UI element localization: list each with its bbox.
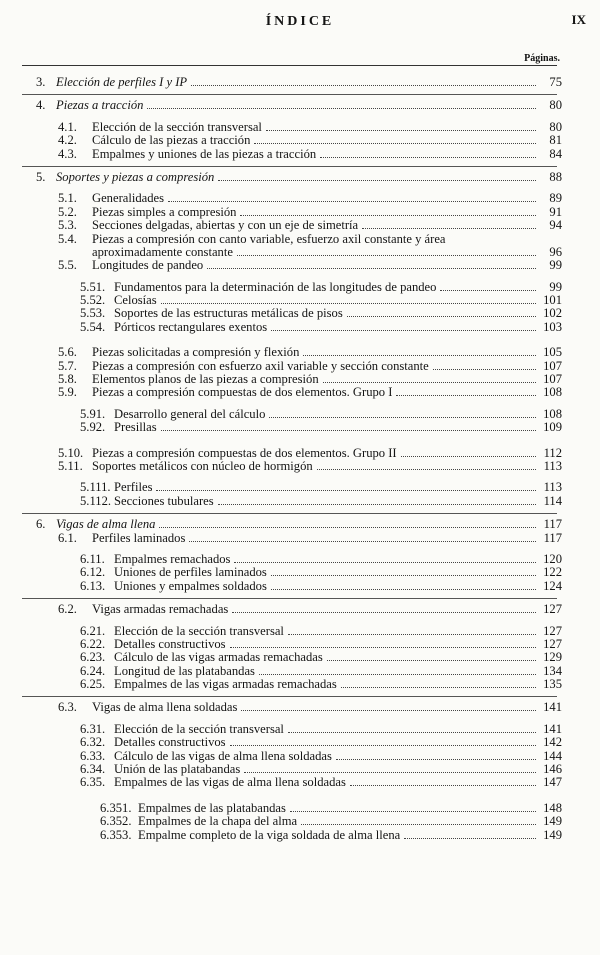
dot-leader [290,811,536,812]
toc-entry-title: Detalles constructivos [114,637,226,651]
dot-leader [156,490,536,491]
toc-entry-title: Uniones y empalmes soldados [114,579,267,593]
toc-entry[interactable] [0,121,600,134]
toc-entry-number: 5.112. [80,493,112,508]
toc-entry-title: Empalmes remachados [114,552,231,566]
toc-entry-title: Elección de la sección transversal [114,722,284,736]
toc-entry[interactable] [0,460,600,473]
toc-entry-page: 129 [543,650,562,665]
toc-entry-title: Empalmes de las vigas armadas remachadas [114,678,337,692]
toc-entry-title: Soportes de las estructuras metálicas de pisos [114,307,343,321]
spacer [0,113,600,121]
toc-entry[interactable] [0,580,600,593]
toc-entry[interactable] [0,421,600,434]
dot-leader [271,589,536,590]
toc-entry-number: 4.2. [58,133,77,148]
toc-entry-number: 5.6. [58,345,77,360]
toc-entry-number: 5.4. [58,231,77,246]
dot-leader [266,130,536,131]
toc-entry-number: 5.2. [58,204,77,219]
toc-entry-title: Vigas armadas remachadas [92,603,229,617]
toc-entry[interactable] [0,192,600,205]
toc-entry-title: Perfiles [114,481,153,495]
dot-leader [433,369,536,370]
toc-entry-number: 6.2. [58,602,77,617]
toc-entry-title: Celosías [114,294,157,308]
toc-entry[interactable] [0,307,600,320]
toc-entry[interactable] [0,518,600,531]
toc-entry[interactable] [0,233,600,246]
toc-entry[interactable] [0,281,600,294]
toc-entry-page: 99 [549,258,562,273]
toc-entry-title: Fundamentos para la determinación de las longitudes de pandeo [114,280,437,294]
dot-leader [161,303,536,304]
toc-entry-title: Cálculo de las piezas a tracción [92,134,251,148]
dot-leader [254,143,536,144]
toc-entry-number: 5.54. [80,319,106,334]
toc-entry-page: 127 [543,623,562,638]
dot-leader [218,504,536,505]
dot-leader [362,228,536,229]
toc-entry[interactable] [0,321,600,334]
toc-entry-page: 75 [549,75,562,89]
toc-entry-page: 117 [543,517,562,532]
dot-leader [240,215,536,216]
toc-entry[interactable] [0,701,600,714]
toc-entry-number: 6.1. [58,530,77,545]
dot-leader [147,108,536,109]
toc-entry-title: Detalles constructivos [114,736,226,750]
toc-entry-number: 4. [36,98,46,113]
toc-entry-page: 88 [549,169,562,184]
toc-entry-page: 81 [549,133,562,148]
toc-entry-title: Elementos planos de las piezas a compresión [92,373,319,387]
dot-leader [234,562,536,563]
toc-entry-page: 101 [543,293,562,308]
toc-entry-title: aproximadamente constante [92,245,233,259]
toc-entry[interactable] [0,532,600,545]
toc-entry[interactable] [0,219,600,232]
toc-entry[interactable] [0,360,600,373]
toc-entry[interactable] [0,408,600,421]
toc-entry-title: Piezas a compresión con canto variable, esfuerzo axil constante y área [92,232,446,246]
toc-entry-number: 6.11. [80,551,105,566]
toc-entry[interactable] [0,553,600,566]
toc-entry-page: 107 [543,372,562,387]
toc-entry-number: 5.5. [58,258,77,273]
toc-entry-title: Elección de perfiles I y IP [56,76,188,89]
toc-entry-number: 5.1. [58,191,77,206]
dot-leader [336,759,536,760]
toc-entry-number: 6.22. [80,636,106,651]
toc-entry-number: 3. [36,75,46,89]
toc-entry-title: Unión de las platabandas [114,763,241,777]
toc-entry-title: Vigas de alma llena soldadas [92,701,238,715]
toc-entry[interactable] [0,815,600,828]
toc-entry-title: Longitudes de pandeo [92,259,204,273]
toc-entry-page: 134 [543,663,562,678]
toc-entry-number: 6.25. [80,677,106,692]
toc-entry-title: Piezas a compresión compuestas de dos elementos. Grupo I [92,386,393,400]
toc-entry-title: Perfiles laminados [92,531,186,545]
toc-entry-number: 4.3. [58,146,77,161]
toc-entry-number: 6.34. [80,762,106,777]
toc-entry-number: 5.7. [58,358,77,373]
toc-entry-page: 114 [543,493,562,508]
toc-entry-page: 80 [549,98,562,113]
section-divider [0,593,600,603]
toc-entry[interactable] [0,447,600,460]
dot-leader [347,316,536,317]
toc-entry-page: 108 [543,385,562,400]
toc-entry-title: Piezas a compresión con esfuerzo axil variable y sección constante [92,359,429,373]
toc-entry-number: 5.8. [58,372,77,387]
toc-entry-title: Piezas simples a compresión [92,205,237,219]
toc-entry-title: Vigas de alma llena [56,518,156,532]
toc-entry-page: 120 [543,551,562,566]
toc-entry-page: 99 [549,279,562,294]
section-divider [0,89,600,99]
toc-entry-number: 5.11. [58,458,83,473]
toc-entry-title: Secciones delgadas, abiertas y con un eje de simetría [92,219,359,233]
dot-leader [301,824,536,825]
toc-entry-title: Uniones de perfiles laminados [114,566,267,580]
toc-entry[interactable] [0,750,600,763]
dot-leader [168,201,536,202]
toc-entry-page: 127 [543,602,562,617]
dot-leader [159,527,536,528]
toc-entry-number: 5.3. [58,218,77,233]
toc-entry-number: 5.53. [80,306,106,321]
toc-entry-page: 147 [543,775,562,790]
dot-leader [241,710,536,711]
toc-entry-page: 144 [543,748,562,763]
toc-entry[interactable] [0,651,600,664]
dot-leader [230,745,536,746]
toc-entry-number: 6. [36,517,46,532]
toc-entry-title: Piezas a tracción [56,99,144,113]
toc-entry-page: 105 [543,345,562,360]
dot-leader [191,85,536,86]
toc-entry-title: Soportes y piezas a compresión [56,170,215,184]
toc-entry-number: 5.51. [80,279,106,294]
toc-entry-page: 80 [549,119,562,134]
dot-leader [230,647,536,648]
dot-leader [207,268,536,269]
toc-entry-title: Empalmes y uniones de las piezas a tracción [92,147,317,161]
toc-entry[interactable] [0,678,600,691]
page-title: ÍNDICE [265,14,335,29]
toc-entry-title: Empalme completo de la viga soldada de alma llena [138,828,401,842]
dot-leader [288,732,536,733]
spacer [0,790,600,802]
toc-entry-number: 6.12. [80,565,106,580]
dot-leader [269,417,536,418]
toc-entry[interactable] [0,206,600,219]
dot-leader [288,634,536,635]
dot-leader [341,687,536,688]
dot-leader [323,382,536,383]
toc-entry-number: 5.91. [80,406,106,421]
toc-entry-title: Empalmes de la chapa del alma [138,815,298,829]
toc-entry[interactable] [0,76,600,89]
toc-entry-title: Soportes metálicos con núcleo de hormigón [92,459,313,473]
toc-entry-number: 6.352. [100,814,132,829]
toc-entry-title: Secciones tubulares [114,494,214,508]
toc-entry[interactable] [0,134,600,147]
toc-entry-page: 117 [543,530,562,545]
toc-entry-page: 141 [543,721,562,736]
toc-list [0,76,600,842]
toc-entry[interactable] [0,148,600,161]
toc-entry-page: 149 [543,827,562,842]
dot-leader [271,330,536,331]
toc-entry-title: Cálculo de las vigas armadas remachadas [114,651,323,665]
toc-entry-number: 5.111. [80,480,111,495]
toc-entry[interactable] [0,246,600,259]
toc-entry[interactable] [0,736,600,749]
toc-entry-page: 148 [543,800,562,815]
toc-entry-number: 6.13. [80,578,106,593]
toc-entry-page: 103 [543,319,562,334]
toc-entry-page: 84 [549,146,562,161]
toc-entry-page: 127 [543,636,562,651]
toc-entry-title: Pórticos rectangulares exentos [114,320,268,334]
page-number: IX [571,12,586,27]
toc-entry[interactable] [0,723,600,736]
toc-entry-number: 5.92. [80,420,106,435]
toc-entry[interactable] [0,373,600,386]
dot-leader [320,157,536,158]
section-divider [0,161,600,171]
dot-leader [244,772,536,773]
toc-entry[interactable] [0,776,600,789]
toc-entry-number: 6.32. [80,735,106,750]
toc-entry-number: 6.31. [80,721,106,736]
toc-entry[interactable] [0,386,600,399]
toc-entry-page: 124 [543,578,562,593]
toc-entry-number: 6.24. [80,663,106,678]
dot-leader [232,612,536,613]
toc-entry-page: 135 [543,677,562,692]
toc-entry-title: Empalmes de las vigas de alma llena soldadas [114,776,346,790]
toc-entry[interactable] [0,346,600,359]
toc-entry[interactable] [0,171,600,184]
toc-entry-page: 108 [543,406,562,421]
toc-entry-page: 149 [543,814,562,829]
toc-entry-title: Longitud de las platabandas [114,664,255,678]
toc-entry-title: Elección de la sección transversal [114,624,284,638]
toc-entry[interactable] [0,763,600,776]
toc-entry[interactable] [0,638,600,651]
toc-entry-title: Desarrollo general del cálculo [114,407,266,421]
toc-entry[interactable] [0,294,600,307]
spacer [0,334,600,346]
toc-entry-number: 5.9. [58,385,77,400]
toc-entry[interactable] [0,481,600,494]
toc-entry[interactable] [0,566,600,579]
dot-leader [161,430,536,431]
header-rule [22,65,557,66]
toc-entry[interactable] [0,99,600,112]
toc-entry-page: 96 [549,244,562,259]
dot-leader [327,660,536,661]
toc-entry-page: 113 [543,480,562,495]
toc-entry[interactable] [0,802,600,815]
toc-entry-page: 107 [543,358,562,373]
toc-entry-title: Empalmes de las platabandas [138,801,286,815]
toc-entry-page: 102 [543,306,562,321]
dot-leader [401,456,536,457]
toc-entry-number: 5.52. [80,293,106,308]
toc-entry[interactable] [0,259,600,272]
toc-entry-page: 113 [543,458,562,473]
toc-entry-page: 109 [543,420,562,435]
toc-entry-page: 112 [543,445,562,460]
dot-leader [440,290,536,291]
dot-leader [259,674,536,675]
toc-entry-page: 94 [549,218,562,233]
toc-entry-number: 6.353. [100,827,132,842]
dot-leader [271,575,536,576]
toc-entry-number: 6.21. [80,623,106,638]
toc-entry-number: 6.23. [80,650,106,665]
dot-leader [317,469,536,470]
dot-leader [404,838,536,839]
section-divider [0,691,600,701]
toc-entry-number: 6.33. [80,748,106,763]
toc-entry-number: 4.1. [58,119,77,134]
toc-entry-title: Piezas a compresión compuestas de dos elementos. Grupo II [92,446,397,460]
dot-leader [303,355,536,356]
section-divider [0,508,600,518]
toc-entry[interactable] [0,665,600,678]
pages-column-header: Páginas. [524,53,560,64]
dot-leader [396,395,536,396]
toc-entry-title: Presillas [114,421,157,435]
dot-leader [218,180,536,181]
toc-entry-page: 122 [543,565,562,580]
toc-entry-number: 6.35. [80,775,106,790]
toc-entry-page: 141 [543,700,562,715]
toc-entry-number: 6.3. [58,700,77,715]
toc-entry[interactable] [0,625,600,638]
toc-entry-title: Elección de la sección transversal [92,120,262,134]
toc-entry-number: 5.10. [58,445,84,460]
dot-leader [350,785,536,786]
spacer [0,184,600,192]
toc-entry[interactable] [0,829,600,842]
toc-entry[interactable] [0,603,600,616]
dot-leader [189,541,536,542]
toc-entry-number: 5. [36,169,46,184]
dot-leader [237,255,536,256]
toc-entry-page: 142 [543,735,562,750]
toc-entry-title: Piezas solicitadas a compresión y flexión [92,346,300,360]
toc-entry-title: Generalidades [92,192,165,206]
toc-entry-page: 91 [549,204,562,219]
toc-entry-number: 6.351. [100,800,132,815]
toc-entry-page: 89 [549,191,562,206]
spacer [0,435,600,447]
toc-entry-page: 146 [543,762,562,777]
toc-entry[interactable] [0,495,600,508]
toc-entry-title: Cálculo de las vigas de alma llena soldadas [114,749,332,763]
